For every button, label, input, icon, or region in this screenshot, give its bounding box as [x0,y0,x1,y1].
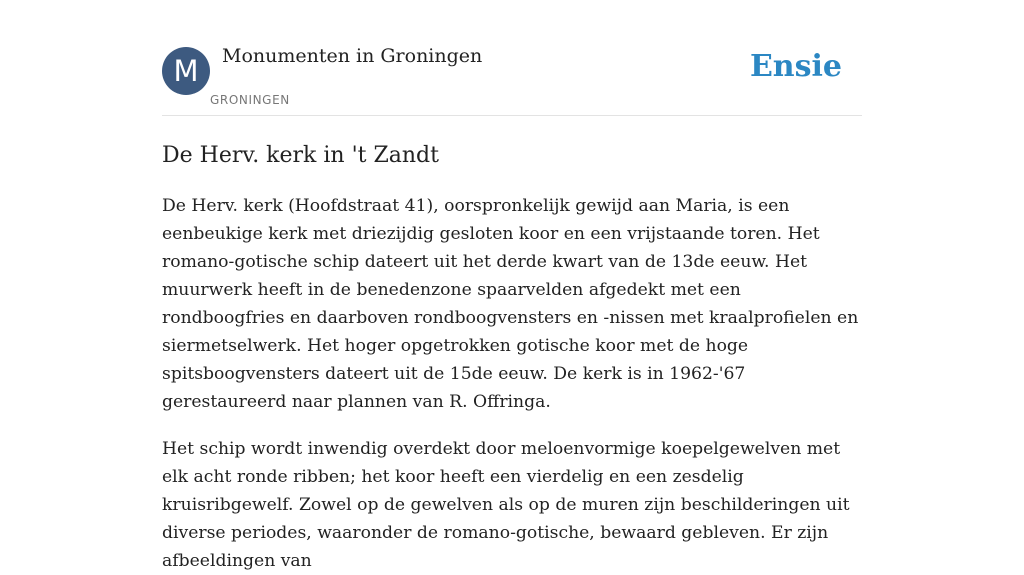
article-paragraph: De Herv. kerk (Hoofdstraat 41), oorspronkelijk gewijd aan Maria, is een eenbeukige kerk met driezijdig gesloten koor en een vrijstaande toren. Het romano-gotische schip dateert uit het derde kwart van de 13de eeuw. Het muurwerk heeft in de benedenzone spaarvelden afgedekt met een rondboogfries en daarboven rondboogvensters en -nissen met kraalprofielen en siermetselwerk. Het hoger opgetrokken gotische koor met de hoge spitsboogvensters dateert uit de 15de eeuw. De kerk is in 1962-'67 gerestaureerd naar plannen van R. Offringa. [162,196,859,412]
ensie-logo[interactable]: Ensie [749,49,842,84]
site-header [162,0,862,116]
content-container [162,0,862,575]
site-subtitle[interactable]: GRONINGEN [210,93,290,107]
article-paragraph: Het schip wordt inwendig overdekt door meloenvormige koepelgewelven met elk acht ronde ribben; het koor heeft een vierdelig en een zesdelig kruisribgewelf. Zowel op de gewelven als op de muren zijn beschilderingen uit diverse periodes, waaronder de romano-gotische, bewaard gebleven. Er zijn afbeeldingen van [162,439,850,571]
article-title: De Herv. kerk in 't Zandt [162,143,439,168]
site-title[interactable]: Monumenten in Groningen [222,45,483,67]
avatar[interactable]: M [162,47,210,95]
